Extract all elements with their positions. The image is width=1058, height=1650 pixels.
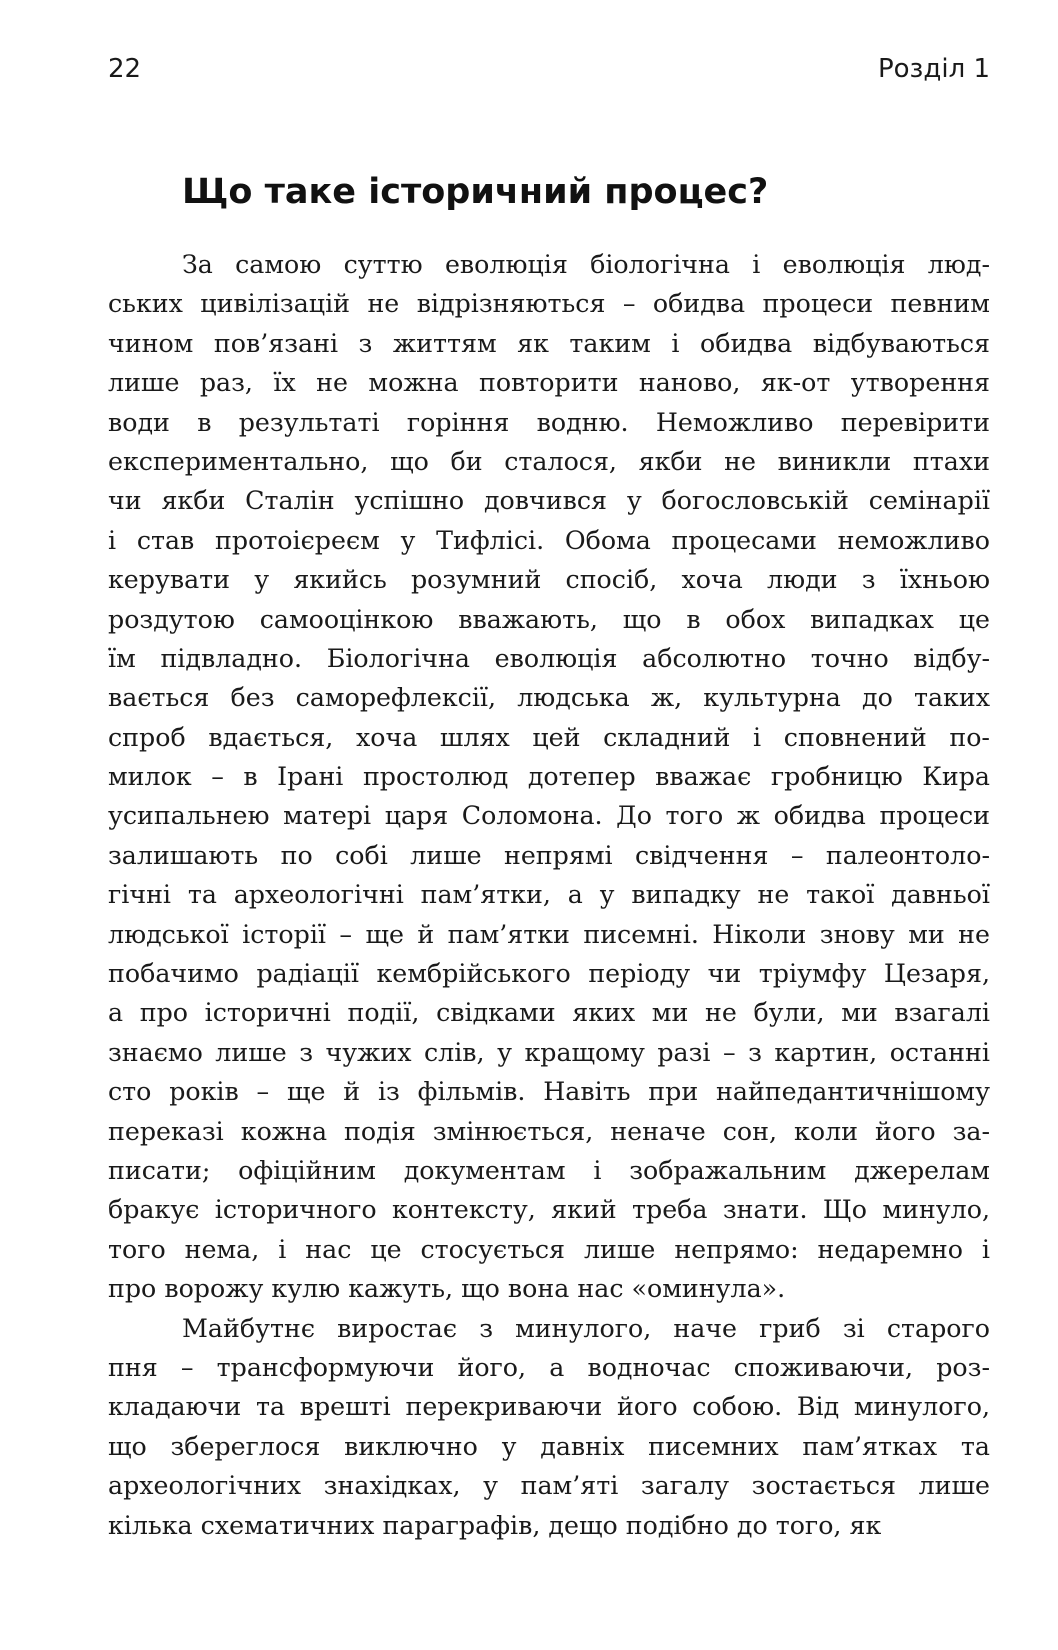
text-line: сто років – ще й із фільмів. Навіть при найпедантичнішому	[108, 1077, 990, 1107]
text-line: побачимо радіації кембрійського періоду чи тріумфу Цезаря,	[108, 959, 990, 989]
text-line: залишають по собі лише непрямі свідчення – палеонтоло-	[108, 840, 990, 870]
chapter-label: Розділ 1	[877, 54, 990, 84]
section-title: Що таке історичний процес?	[182, 172, 769, 212]
paragraph-2	[108, 1309, 990, 1545]
text-line: роздутою самооцінкою вважають, що в обох випадках це	[108, 604, 990, 634]
text-line: і став протоієреєм у Тифлісі. Обома процесами неможливо	[108, 525, 990, 555]
text-line: усипальнею матері царя Соломона. До того ж обидва процеси	[108, 801, 990, 831]
text-line: а про історичні події, свідками яких ми не були, ми взагалі	[108, 998, 990, 1028]
paragraph-1	[108, 245, 990, 1309]
text-line: що збереглося виключно у давніх писемних пам’ятках та	[108, 1431, 990, 1461]
text-line: про ворожу кулю кажуть, що вона нас «оминула».	[108, 1274, 786, 1304]
text-line: чи якби Сталін успішно довчився у богословській семінарії	[108, 486, 990, 516]
text-line: їм підвладно. Біологічна еволюція абсолютно точно відбу-	[108, 643, 990, 673]
text-line: Майбутнє виростає з минулого, наче гриб зі старого	[182, 1313, 990, 1343]
text-line: експериментально, що би сталося, якби не виникли птахи	[108, 446, 990, 476]
text-line: вається без саморефлексії, людська ж, культурна до таких	[108, 683, 990, 713]
text-line: милок – в Ірані простолюд дотепер вважає гробницю Кира	[108, 762, 990, 792]
text-line: переказі кожна подія змінюється, неначе сон, коли його за-	[108, 1116, 990, 1146]
text-line: ських цивілізацій не відрізняються – обидва процеси певним	[108, 289, 990, 319]
text-line: керувати у якийсь розумний спосіб, хоча люди з їхньою	[108, 565, 990, 595]
running-head	[108, 54, 990, 94]
text-line: того нема, і нас це стосується лише непрямо: недаремно і	[108, 1234, 990, 1264]
text-line: знаємо лише з чужих слів, у кращому разі – з картин, останні	[108, 1037, 990, 1067]
text-line: пня – трансформуючи його, а водночас споживаючи, роз-	[108, 1352, 990, 1382]
text-line: гічні та археологічні пам’ятки, а у випадку не такої давньої	[108, 880, 990, 910]
text-line: чином пов’язані з життям як таким і обидва відбуваються	[108, 328, 990, 358]
text-line: води в результаті горіння водню. Неможливо перевірити	[108, 407, 990, 437]
text-line: людської історії – ще й пам’ятки писемні. Ніколи знову ми не	[108, 919, 990, 949]
text-line: кладаючи та врешті перекриваючи його собою. Від минулого,	[108, 1392, 990, 1422]
text-line: За самою суттю еволюція біологічна і еволюція люд-	[182, 250, 990, 279]
text-line: археологічних знахідках, у пам’яті загалу зостається лише	[108, 1471, 990, 1501]
text-line: кілька схематичних параграфів, дещо подібно до того, як	[108, 1510, 882, 1540]
text-line: лише раз, їх не можна повторити наново, як-от утворення	[108, 368, 990, 398]
text-line: спроб вдається, хоча шлях цей складний і сповнений по-	[108, 722, 990, 752]
body-text	[108, 245, 990, 1545]
page-number: 22	[108, 54, 142, 84]
text-line: писати; офіційним документам і зображальним джерелам	[108, 1155, 990, 1185]
text-line: бракує історичного контексту, який треба знати. Що минуло,	[108, 1195, 990, 1225]
